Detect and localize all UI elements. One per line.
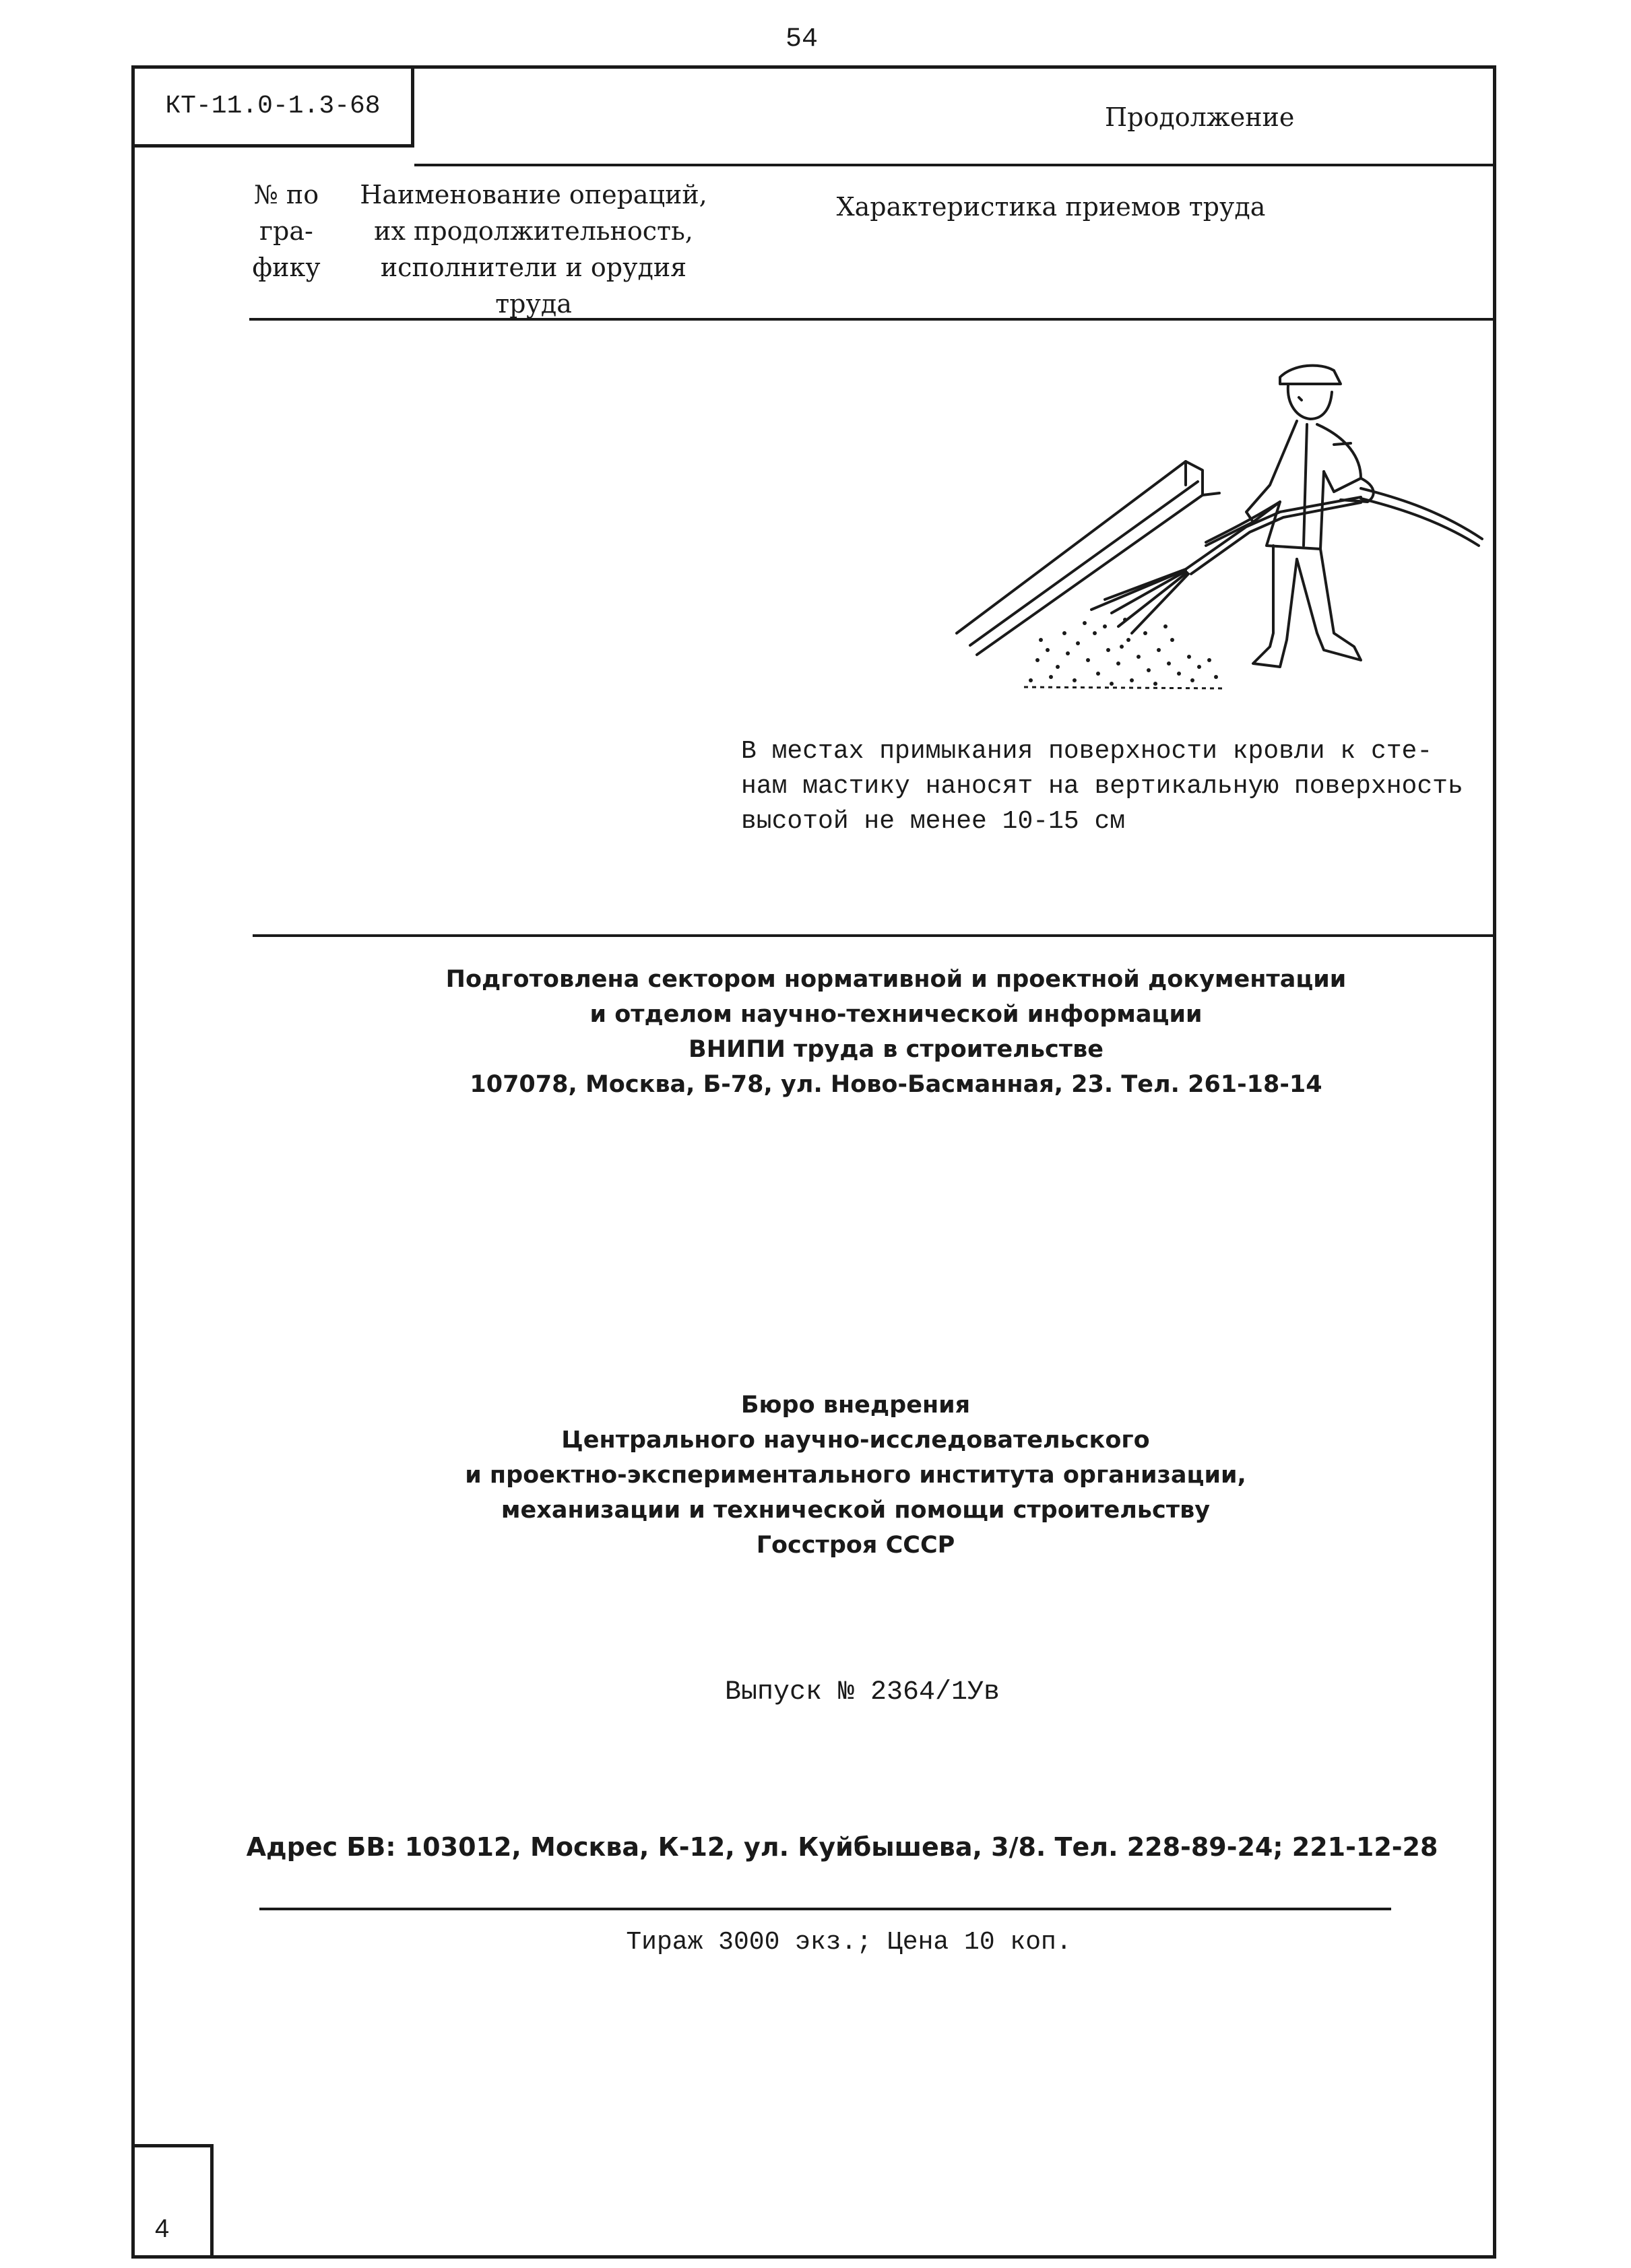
issue-number: Выпуск № 2364/1Ув — [724, 1677, 1000, 1708]
page-number: 54 — [785, 24, 818, 55]
method-description: В местах примыкания поверхности кровли к сте- нам мастику наносят на вертикальную поверхность высотой не менее 10-15 см — [741, 737, 1463, 836]
worker-applying-mastic-illustration — [930, 344, 1496, 734]
bureau-address: Адрес БВ: 103012, Москва, К-12, ул. Куйбышева, 3/8. Тел. 228-89-24; 221-12-28 — [246, 1832, 1438, 1862]
continuation-label: Продолжение — [1105, 102, 1295, 132]
header-divider — [414, 164, 1494, 166]
print-run-and-price: Тираж 3000 экз.; Цена 10 коп. — [626, 1928, 1072, 1957]
document-code: КТ-11.0-1.3-68 — [131, 65, 414, 148]
table-head-divider — [249, 318, 1494, 321]
prepared-by-block: Подготовлена сектором нормативной и проектной документации и отделом научно-технической информации ВНИПИ труда в строительстве 107078, Москва, Б-78, ул. Ново-Басманная, 23. Тел. 261-18-14 — [445, 966, 1347, 1098]
sheet-number: 4 — [131, 2144, 214, 2259]
column-head-work-methods: Характеристика приемов труда — [836, 192, 1266, 222]
footer-divider — [259, 1908, 1391, 1910]
column-head-schedule-number: № по гра- фику — [252, 180, 321, 282]
section-divider — [253, 934, 1494, 937]
bureau-block: Бюро внедрения Центрального научно-исследовательского и проектно-экспериментального института организации, механизации и технической помощи строительству Госстроя СССР — [465, 1392, 1246, 1559]
column-head-operations: Наименование операций, их продолжительность, исполнители и орудия труда — [360, 180, 707, 319]
